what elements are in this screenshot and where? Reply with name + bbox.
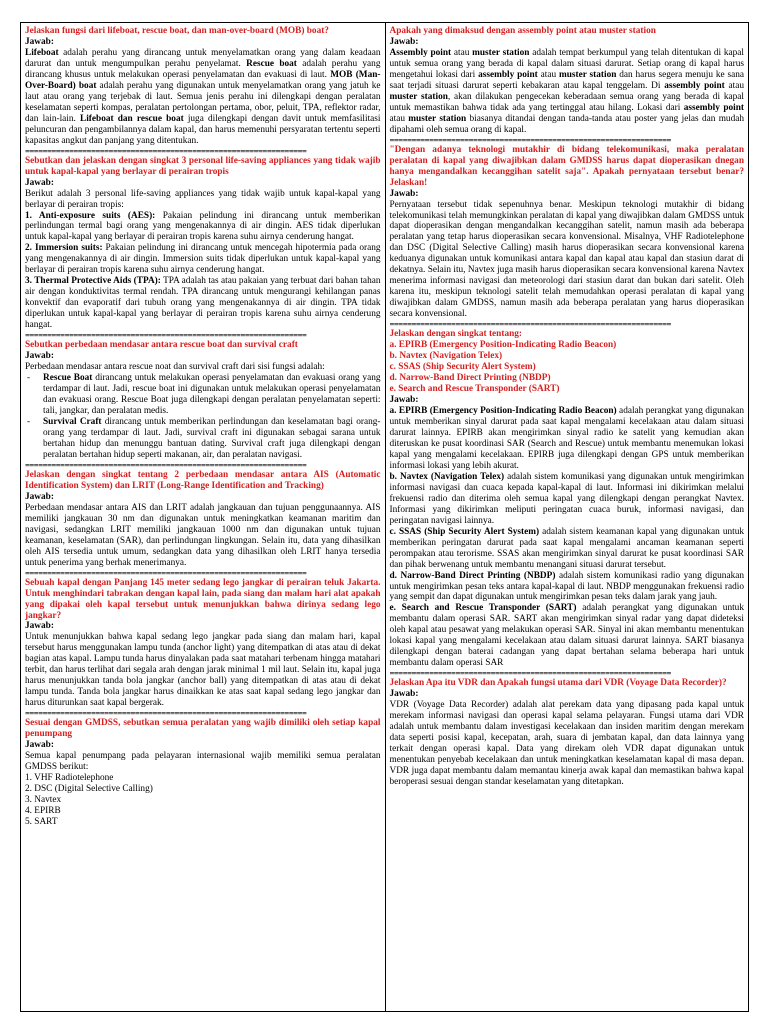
bold-term: Survival Craft <box>43 416 102 427</box>
list-item: 3. Navtex <box>25 795 62 806</box>
bold-term: assembly point <box>683 102 745 113</box>
question-heading: Jelaskan fungsi dari lifeboat, rescue boat, dan man-over-board (MOB) boat? <box>25 26 329 36</box>
question-heading: a. EPIRB (Emergency Position-Indicating Radio Beacon) <box>389 340 617 351</box>
section-separator: ================================================================ <box>389 320 671 330</box>
answer-paragraph <box>25 211 381 244</box>
answer-paragraph <box>390 527 745 571</box>
question-heading: "Dengan adanya teknologi mutakhir di bidang telekomunikasi, maka peralatan peralatan di kapal yang diwajibkan dalam GMDSS harus dapat dioperasikan dnegan hanya mengandalkan kecanggihan satelit saja". Apakah pernyataan tersebut benar? Jelaskan! <box>389 144 744 188</box>
answer-paragraph <box>390 48 745 136</box>
question-heading: Sebuah kapal dengan Panjang 145 meter sedang lego jangkar di perairan teluk Jakarta. Untuk menghindari tabrakan dengan kapal lain, pada siang dan malam hari alat apakah yang dipakai oleh kapal tersebut untuk menunjukkan bahwa dirinya sedang lego jangkar? <box>25 577 381 621</box>
list-item: 2. DSC (Digital Selective Calling) <box>25 784 153 795</box>
section-separator: ================================================================ <box>389 135 671 145</box>
answer-label: Jawab: <box>389 188 419 199</box>
text-run: dirancang untuk melakukan operasi penyelamatan dan evakuasi orang yang terdampar di laut. Jadi, rescue boat ini digunakan untuk melakukan operasi penyelamatan dan evakuasi orang. Rescue Boat juga dilengkapi dengan peralatan penyelamatan seperti: tali, jangkar, dan peralatan medis. <box>43 373 381 416</box>
bold-term: Lifeboat <box>25 47 59 58</box>
bold-term: b. Navtex (Navigation Telex) <box>389 471 505 482</box>
text-run: Pernyataan tersebut tidak sepenuhnya benar. Meskipun teknologi mutakhir di bidang telekomunikasi telah memungkinkan peralatan di kapal yang diwajibkan dalam GMDSS untuk dapat dioperasikan dengan mengandalkan kecanggihan satelit, namun masih ada beberapa peralatan yang tetap harus dioperasikan secara konvensional. Misalnya, VHF Radiotelephone dan DSC (Digital Selective Calling) masih harus dioperasikan secara konvensional karena keduanya digunakan untuk komunikasi antara kapal dan kapal atau kapal dan stasiun darat di dekatnya. Selain itu, Navtex juga masih harus dioperasikan secara konvensional karena Navtex menerima informasi navigasi dan meteorologi dari stasiun darat dan bukan dari satelit. Oleh karena itu, meskipun teknologi satelit telah memudahkan operasi peralatan di kapal yang diwajibkan dalam GMDSS, namun masih ada beberapa peralatan yang harus dioperasikan secara konvensional. <box>389 199 744 320</box>
question-heading: Sebutkan perbedaan mendasar antara rescue boat dan survival craft <box>25 340 298 351</box>
question-heading: d. Narrow-Band Direct Printing (NBDP) <box>389 373 551 384</box>
answer-paragraph <box>25 632 381 709</box>
text-run: adalah sistem komunikasi radio yang digunakan untuk mengirimkan pesan teks antara kapal-kapal di laut. NBDP menggunakan frekuensi radio yang sempit dan dapat digunakan untuk mengirimkan pesan teks dalam jarak yang jauh. <box>389 570 744 603</box>
answer-paragraph <box>25 48 381 147</box>
answer-paragraph <box>390 700 745 788</box>
bold-term: 2. Immersion suits: <box>25 243 103 254</box>
right-column <box>385 23 749 1011</box>
answer-paragraph <box>390 472 745 527</box>
bold-term: MOB (Man-Over-Board) boat <box>25 69 381 91</box>
answer-paragraph <box>25 189 381 211</box>
bold-term: Rescue Boat <box>43 373 93 384</box>
text-run: adalah perangkat yang digunakan untuk membantu dalam operasi SAR. SART akan mengirimkan sinyal radar yang dapat dideteksi oleh kapal atau pesawat yang melakukan operasi SAR. Sinyal ini akan membantu menentukan lokasi kapal yang mengalami kecelakaan atau dalam situasi darurat lainnya. SART biasanya dilengkapi dengan baterai cadangan yang dapat bertahan selama beberapa hari untuk membantu dalam operasi SAR <box>389 603 744 669</box>
answer-paragraph <box>390 200 745 321</box>
answer-paragraph <box>390 603 745 669</box>
list-item <box>43 373 381 417</box>
bold-term: muster station <box>389 91 448 102</box>
bold-term: a. EPIRB (Emergency Position-Indicating Radio Beacon) <box>389 406 617 416</box>
text-run: adalah perahu yang dirancang khusus untuk melakukan operasi penyelamatan dan evakuasi di laut. <box>25 58 381 80</box>
text-run: VDR (Voyage Data Recorder) adalah alat perekam data yang dipasang pada kapal untuk merekam informasi navigasi dan operasi kapal selama pelayaran. Fungsi utama dari VDR adalah untuk membantu dalam investigasi kecelakaan dan insiden maritim dengan merekam data seperti posisi kapal, kecepatan, arah, suara di jembatan kapal, dan data lainnya yang terkait dengan operasi kapal. Data yang direkam oleh VDR dapat digunakan untuk menentukan penyebab kecelakaan dan untuk meningkatkan keselamatan kapal di masa depan. VDR juga dapat membantu dalam memantau kinerja awak kapal dan memastikan bahwa kapal beroperasi sesuai dengan standar keselamatan yang ditetapkan. <box>389 700 744 787</box>
bold-term: Rescue boat <box>246 58 297 69</box>
question-heading: b. Navtex (Navigation Telex) <box>389 351 503 362</box>
answer-paragraph <box>25 243 381 276</box>
answer-paragraph <box>25 503 381 569</box>
answer-paragraph <box>25 751 381 773</box>
answer-label: Jawab: <box>25 351 54 362</box>
list-item: 4. EPIRB <box>25 805 61 816</box>
text-run: adalah sistem komunikasi yang digunakan untuk mengirimkan informasi navigasi dan cuaca kepada kapal-kapal di laut. Informasi ini dikirimkan melalui frekuensi radio dan diterima oleh semua kapal yang dilengkapi dengan perangkat Navtex. Informasi yang dikirimkan meliputi peringatan cuaca buruk, informasi navigasi, dan peringatan navigasi lainnya. <box>389 471 745 526</box>
text-run: Semua kapal penumpang pada pelayaran internasional wajib memiliki semua peralatan GMDSS berikut: <box>25 751 381 773</box>
question-heading: Apakah yang dimaksud dengan assembly point atau muster station <box>389 26 656 36</box>
answer-label: Jawab: <box>389 36 419 47</box>
text-run: atau <box>724 80 744 91</box>
bold-term: Lifeboat dan rescue boat <box>80 113 184 124</box>
question-heading: c. SSAS (Ship Security Alert System) <box>389 362 536 373</box>
text-run: atau <box>451 47 473 58</box>
bold-term: muster station <box>558 69 617 80</box>
text-run: TPA adalah tas atau pakaian yang terbuat dari bahan tahan air dengan konduktivitas termal rendah. TPA dirancang untuk mengurangi kehilangan panas konvektif dan evaporatif dari tubuh orang yang mengenakannya di air dingin. TPA tidak diperlukan untuk kapal-kapal yang berlayar di perairan tropis karena suhu airnya cenderung hangat. <box>25 276 381 331</box>
text-run: adalah perahu yang dirancang untuk menyelamatkan orang yang dalam keadaan darurat dan untuk mengumpulkan perahu penyelamat. <box>25 47 381 69</box>
section-separator: ================================================================ <box>25 146 307 156</box>
text-run: Berikut adalah 3 personal life-saving appliances yang tidak wajib untuk kapal-kapal yang berlayar di perairan tropis: <box>25 188 381 210</box>
text-run: , akan dilakukan pengecekan keberadaan semua orang yang berada di kapal untuk memastikan bahwa tidak ada yang tertinggal atau hilang. Lokasi dari <box>389 91 744 113</box>
section-separator: ================================================================ <box>25 568 307 578</box>
text-run: Perbedaan mendasar antara rescue noat dan survival craft dari sisi fungsi adalah: <box>25 362 325 373</box>
text-run: dan harus segera menuju ke sana saat terjadi situasi darurat seperti kebakaran atau kapal tenggelam. Di <box>389 69 744 91</box>
text-run: atau <box>389 113 409 124</box>
section-separator: ================================================================ <box>25 331 307 341</box>
question-heading: Jelaskan dengan singkat tentang 2 perbedaan mendasar antara AIS (Automatic Identification System) dan LRIT (Long-Range Identification and Tracking) <box>25 469 381 491</box>
text-run: atau <box>537 69 559 80</box>
left-column <box>21 23 385 1011</box>
bold-term: assembly point <box>478 69 538 80</box>
text-run: adalah perangkat yang digunakan untuk memberikan sinyal darurat pada saat kapal mengalami kecelakaan atau dalam situasi darurat lainnya. EPIRB akan mengirimkan sinyal radio ke satelit yang kemudian akan diteruskan ke pusat koordinasi SAR (Search and Rescue) untuk membantu menemukan lokasi kapal yang mengalami kecelakaan. EPIRB juga dilengkapi dengan GPS untuk memberikan informasi lokasi yang lebih akurat. <box>389 406 744 471</box>
answer-paragraph <box>25 362 381 373</box>
list-item: 1. VHF Radiotelephone <box>25 773 114 784</box>
answer-label: Jawab: <box>389 689 419 700</box>
text-run: dirancang untuk memberikan perlindungan dan keselamatan bagi orang-orang yang terdampar di laut. Jadi, survival craft ini digunakan sebagai sarana untuk bertahan hidup dan menunggu bantuan dating. Survival craft juga dilengkapi dengan peralatan bertahan hidup seperti makanan, air, dan peralatan navigasi. <box>43 416 381 460</box>
dash-list <box>25 373 381 461</box>
text-run: adalah tempat berkumpul yang telah ditentukan di kapal untuk semua orang yang berada di kapal dalam situasi darurat. Setiap orang di kapal harus mengetahui lokasi dari <box>389 47 744 80</box>
answer-paragraph <box>390 571 745 604</box>
text-run: Perbedaan mendasar antara AIS dan LRIT adalah jangkauan dan tujuan penggunaannya. AIS memiliki jangkauan 30 nm dan digunakan untuk meningkatkan keamanan maritim dan navigasi, sedangkan LRIT memiliki jangkauan 1000 nm dan digunakan untuk tujuan keamanan, keselamatan (SAR), dan perlindungan lingkungan. Selain itu, data yang dihasilkan oleh AIS tersedia untuk umum, sedangkan data yang dihasilkan oleh LRIT hanya tersedia untuk penerima yang berhak menerimanya. <box>25 502 381 568</box>
document-page <box>20 22 749 1012</box>
text-run: adalah perahu yang digunakan untuk menyelamatkan orang yang jatuh ke laut atau orang yang terjebak di laut. Semua jenis perahu ini dilengkapi dengan peralatan keselamatan seperti kompas, peralatan pertolongan pertama, obor, peluit, TPA, reflektor radar, dan lain-lain. <box>25 80 381 124</box>
text-run: adalah sistem keamanan kapal yang digunakan untuk memberikan peringatan darurat pada saat kapal mengalami ancaman keamanan seperti perompakan atau terorisme. SSAS akan mengirimkan sinyal darurat ke pusat koordinasi SAR dan pihak berwenang untuk membantu menangani situasi darurat tersebut. <box>389 526 744 570</box>
answer-label: Jawab: <box>25 621 54 632</box>
bold-term: c. SSAS (Ship Security Alert System) <box>389 526 540 537</box>
question-heading: e. Search and Rescue Transponder (SART) <box>389 384 560 395</box>
text-run: Untuk menunjukkan bahwa kapal sedang lego jangkar pada siang dan malam hari, kapal tersebut harus menggunakan lampu tunda (anchor light) yang ditempatkan di atas atau di dekat bagian atas kapal. Lampu tunda harus dinyalakan pada saat matahari terbenam hingga matahari terbit, dan harus terlihat dari segala arah dengan jarak minimal 1 mil laut. Selain itu, kapal juga harus menunjukkan tanda bola jangkar (anchor ball) yang ditempatkan di atas atau di dekat lampu tunda. Tanda bola jangkar harus dinaikkan ke atas saat kapal sedang lego jangkar dan harus diturunkan saat kapal bergerak. <box>25 632 381 709</box>
question-heading: Jelaskan Apa itu VDR dan Apakah fungsi utama dari VDR (Voyage Data Recorder)? <box>389 678 727 689</box>
answer-label: Jawab: <box>389 395 419 406</box>
answer-label: Jawab: <box>25 740 54 751</box>
section-separator: ================================================================ <box>25 709 307 719</box>
text-run: biasanya ditandai dengan tanda-tanda atau poster yang jelas dan mudah dipahami oleh semua orang di kapal. <box>389 113 744 135</box>
bold-term: Assembly point <box>389 47 452 58</box>
text-run: juga dilengkapi dengan davit untuk memfasilitasi peluncuran dan pengambilannya dalam kapal, dan harus memenuhi persyaratan tertentu seperti kapasitas angkut dan panjang yang ditentukan. <box>25 113 381 146</box>
answer-paragraph <box>390 406 745 472</box>
bold-term: muster station <box>472 47 530 58</box>
bold-term: assembly point <box>664 80 725 91</box>
bold-term: 3. Thermal Protective Aids (TPA): <box>25 276 161 287</box>
list-item <box>43 417 381 461</box>
bold-term: muster station <box>408 113 467 124</box>
answer-label: Jawab: <box>25 491 54 502</box>
answer-label: Jawab: <box>25 177 54 188</box>
text-run: Pakaian pelindung ini dirancang untuk memberikan perlindungan termal bagi orang yang mengenakannya di air dingin. AES tidak diperlukan untuk kapal-kapal yang berlayar di perairan tropis karena suhu airnya cenderung hangat. <box>25 210 381 243</box>
section-separator: ================================================================ <box>389 669 671 679</box>
bold-term: 1. Anti-exposure suits (AES): <box>25 210 156 221</box>
bold-term: d. Narrow-Band Direct Printing (NBDP) <box>389 570 556 581</box>
question-heading: Jelaskan dengan singkat tentang: <box>389 329 523 340</box>
question-heading: Sesuai dengan GMDSS, sebutkan semua peralatan yang wajib dimiliki oleh setiap kapal penumpang <box>25 718 381 740</box>
answer-label: Jawab: <box>25 36 54 47</box>
answer-paragraph <box>25 276 381 331</box>
question-heading: Sebutkan dan jelaskan dengan singkat 3 personal life-saving appliances yang tidak wajib untuk kapal-kapal yang berlayar di perairan tropis <box>25 155 381 177</box>
bold-term: e. Search and Rescue Transponder (SART) <box>389 603 577 614</box>
list-item: 5. SART <box>25 816 58 827</box>
section-separator: ================================================================ <box>25 460 307 470</box>
text-run: Pakaian pelindung ini dirancang untuk mencegah hipotermia pada orang yang mengenakannya di air dingin. Immersion suits tidak diperlukan untuk kapal-kapal yang berlayar di perairan tropis karena suhu airnya cenderung hangat. <box>25 243 381 276</box>
